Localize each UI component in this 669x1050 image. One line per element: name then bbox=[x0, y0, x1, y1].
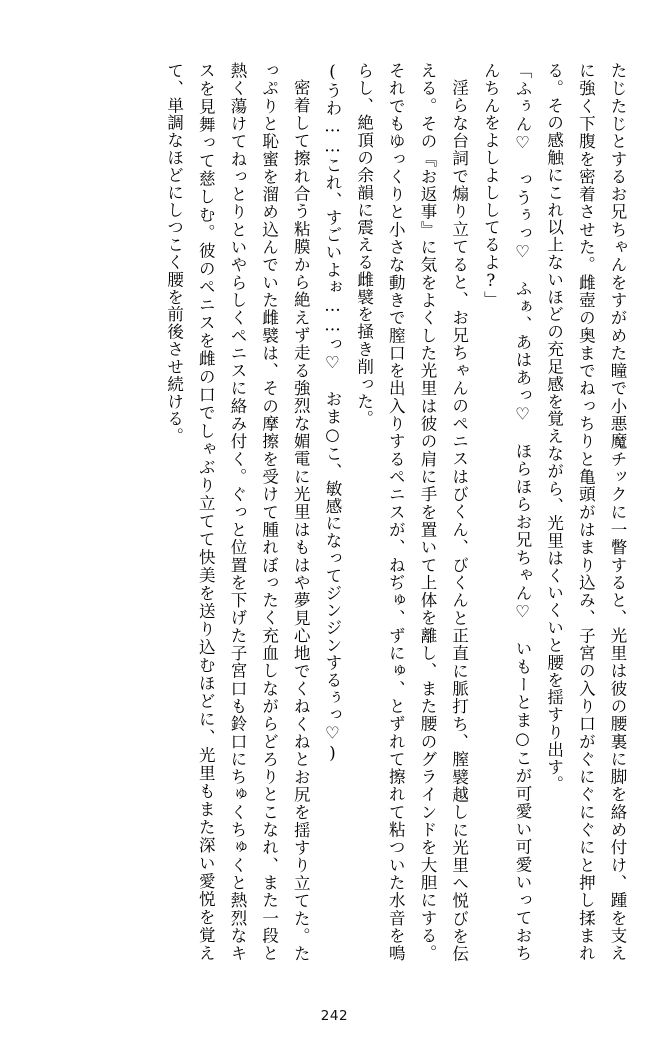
page-text-body bbox=[36, 62, 633, 962]
paragraph: 密着して擦れ合う粘膜から絶えず走る強烈な媚電に光里はもはや夢見心地でくねくねとお尻を揺すり立てた。たっぷりと恥蜜を溜め込んでいた雌襞は、その摩擦を受けて腫れぼったく充血しながらどろりとこなれ、また一段と熱く蕩けてねっとりといやらしくペニスに絡み付く。ぐっと位置を下げた子宮口も鈴口にちゅくちゅくと熱烈なキスを見舞って慈しむ。彼のペニスを雌の口でしゃぶり立てて快美を送り込むほどに、光里もまた深い愛悦を覚えて、単調なほどにしつこく腰を前後させ続ける。 bbox=[164, 62, 311, 962]
paragraph: 「ふぅん♡ っうぅっ♡ ふぁ、あはあっ♡ ほらほらお兄ちゃん♡ いもーとま○こが可愛い可愛いっておちんちんをよしよししてるよ?」 bbox=[481, 62, 532, 962]
paragraph: 淫らな台詞で煽り立てると、お兄ちゃんのペニスはびくん、びくんと正直に脈打ち、膣襞越しに光里へ悦びを伝える。その『お返事』に気をよくした光里は彼の肩に手を置いて上体を離し、また腰のグラインドを大胆にする。それでもゆっくりと小さな動きで膣口を出入りするペニスが、ねぢゅ、ずにゅ、とずれて擦れて粘ついた水音を鳴らし、絶頂の余韻に震える雌襞を掻き削った。 bbox=[354, 62, 469, 962]
page-number: 242 bbox=[320, 1008, 349, 1024]
paragraph: (うわ……これ、すごいよぉ……っ♡ おま○こ、敏感になってジンジンするぅっ♡) bbox=[322, 62, 342, 764]
paragraph: たじたじとするお兄ちゃんをすがめた瞳で小悪魔チックに一瞥すると、光里は彼の腰裏に脚を絡め付け、踵を支えに強く下腹を密着させた。雌壺の奥までねっちりと亀頭がはまり込み、子宮の入り口がぐにぐにぐにと押し揉まれる。その感触にこれ以上ないほどの充足感を覚えながら、光里はくいくいと腰を揺すり出す。 bbox=[544, 62, 627, 962]
